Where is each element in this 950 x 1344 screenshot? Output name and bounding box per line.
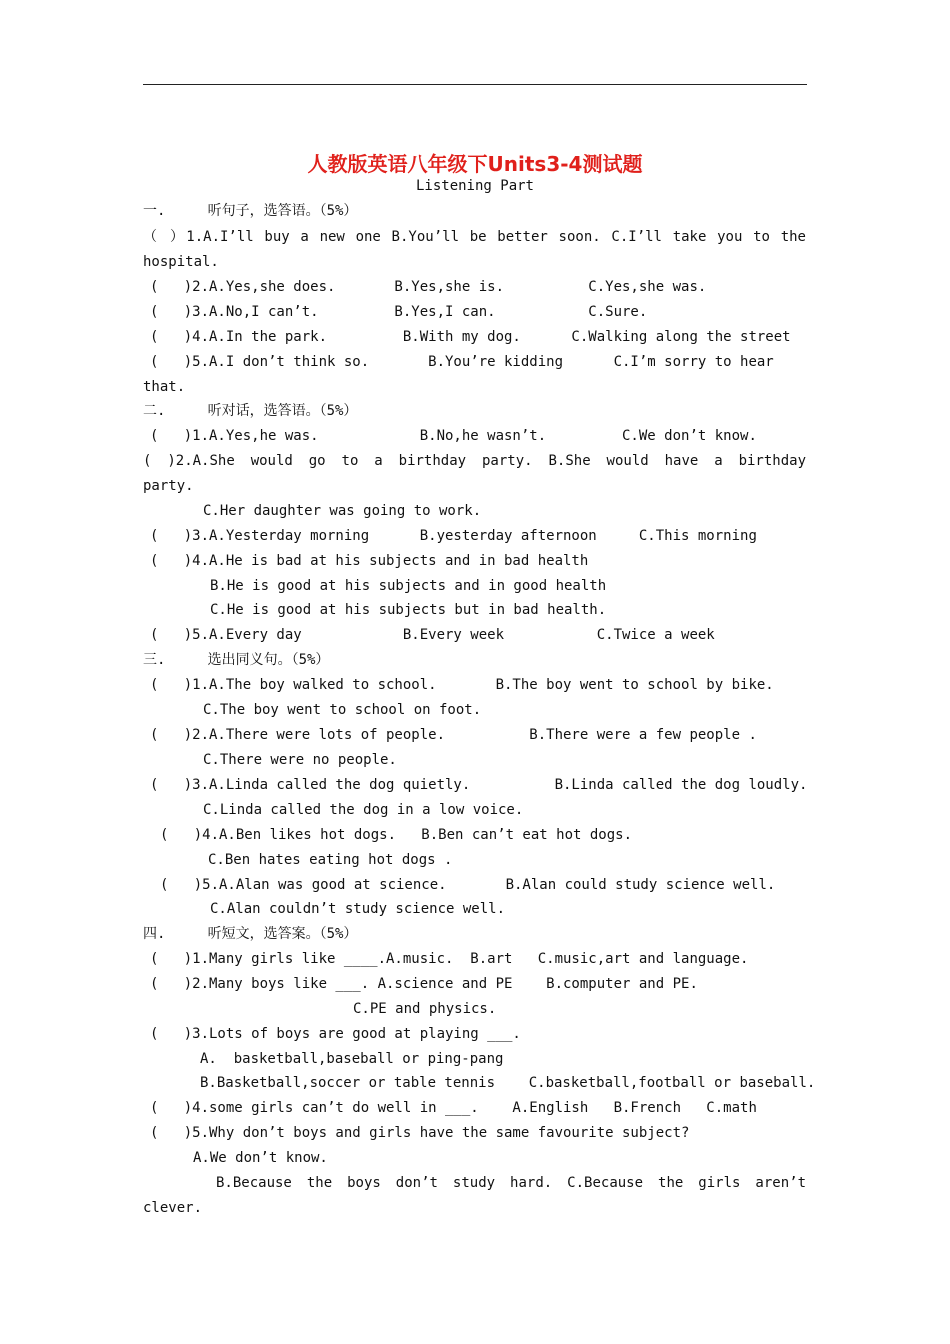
text-line: that. — [143, 379, 186, 395]
text-line: B.Because the boys don’t study hard. C.Because the girls aren’t — [216, 1175, 806, 1191]
text-line: ( )3.Lots of boys are good at playing ___. — [150, 1026, 521, 1042]
text-line: C.Her daughter was going to work. — [203, 503, 482, 519]
text-line: ( )3.A.Yesterday morning B.yesterday afternoon C.This morning — [150, 528, 757, 544]
header-rule — [143, 84, 807, 85]
text-line: hospital. — [143, 254, 219, 270]
page-subtitle: Listening Part — [415, 178, 534, 194]
text-line: ( )2.A.She would go to a birthday party. B.She would have a birthday — [143, 453, 806, 469]
text-line: ( )4.A.In the park. B.With my dog. C.Walking along the street — [150, 329, 791, 345]
text-line: ( )2.A.Yes,she does. B.Yes,she is. C.Yes,she was. — [150, 279, 707, 295]
text-line: 四. 听短文，选答案。（5%） — [143, 926, 358, 942]
text-line: C.Linda called the dog in a low voice. — [203, 802, 524, 818]
text-line: 三. 选出同义句。（5%） — [143, 652, 330, 668]
text-line: B.Basketball,soccer or table tennis C.basketball,football or baseball. — [200, 1075, 816, 1091]
text-line: ( )4.A.He is bad at his subjects and in bad health — [150, 553, 589, 569]
text-line: B.He is good at his subjects and in good health — [210, 578, 607, 594]
text-line: C.Ben hates eating hot dogs . — [208, 852, 453, 868]
text-line: ( )4.some girls can’t do well in ___. A.English B.French C.math — [150, 1100, 757, 1116]
text-line: ( )5.A.I don’t think so. B.You’re kidding C.I’m sorry to hear — [150, 354, 774, 370]
text-line: ( )2.A.There were lots of people. B.There were a few people . — [150, 727, 757, 743]
text-line: clever. — [143, 1200, 203, 1216]
text-line: ( )5.A.Every day B.Every week C.Twice a week — [150, 627, 715, 643]
text-line: C.PE and physics. — [353, 1001, 497, 1017]
text-line: ( )3.A.Linda called the dog quietly. B.Linda called the dog loudly. — [150, 777, 808, 793]
text-line: C.Alan couldn’t study science well. — [210, 901, 506, 917]
text-line: ( )2.Many boys like ___. A.science and PE B.computer and PE. — [150, 976, 698, 992]
text-line: ( )1.Many girls like ____.A.music. B.art C.music,art and language. — [150, 951, 749, 967]
text-line: 二. 听对话，选答语。（5%） — [143, 403, 358, 419]
page-title: 人教版英语八年级下Units3-4测试题 — [307, 152, 643, 176]
text-line: （ ）1.A.I’ll buy a new one B.You’ll be better soon. C.I’ll take you to the — [143, 229, 806, 245]
text-line: ( )5.A.Alan was good at science. B.Alan could study science well. — [160, 877, 776, 893]
text-line: ( )1.A.Yes,he was. B.No,he wasn’t. C.We don’t know. — [150, 428, 757, 444]
text-line: party. — [143, 478, 194, 494]
text-line: C.He is good at his subjects but in bad health. — [210, 602, 607, 618]
text-line: ( )5.Why don’t boys and girls have the same favourite subject? — [150, 1125, 690, 1141]
text-line: A. basketball,baseball or ping-pang — [200, 1051, 504, 1067]
text-line: A.We don’t know. — [193, 1150, 328, 1166]
text-line: ( )3.A.No,I can’t. B.Yes,I can. C.Sure. — [150, 304, 648, 320]
text-line: C.The boy went to school on foot. — [203, 702, 482, 718]
text-line: C.There were no people. — [203, 752, 397, 768]
text-line: ( )1.A.The boy walked to school. B.The boy went to school by bike. — [150, 677, 774, 693]
text-line: ( )4.A.Ben likes hot dogs. B.Ben can’t eat hot dogs. — [160, 827, 633, 843]
text-line: 一. 听句子，选答语。（5%） — [143, 203, 358, 219]
